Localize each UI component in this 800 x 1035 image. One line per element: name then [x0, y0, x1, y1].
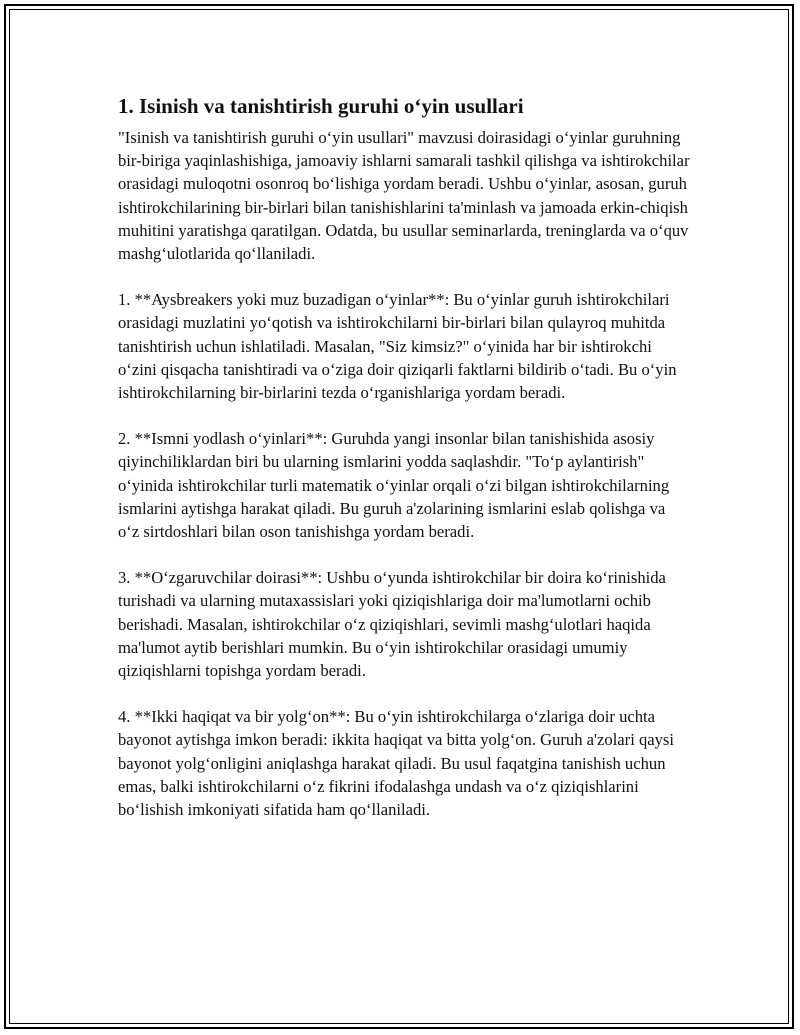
paragraph-circle: 3. **O‘zgaruvchilar doirasi**: Ushbu o‘yunda ishtirokchilar bir doira ko‘rinishida turishadi va ularning mutaxassislari yoki qiziqishlariga doir ma'lumotlarni ochib berishadi. Masalan, ishtirokchilar o‘z qiziqishlari, sevimli mashg‘ulotlari haqida ma'lumot aytib berishlari mumkin. Bu o‘yin ishtirokchilar orasidagi umumiy qiziqishlarni topishga yordam beradi.	[118, 568, 666, 681]
paragraph-icebreakers: 1. **Aysbreakers yoki muz buzadigan o‘yinlar**: Bu o‘yinlar guruh ishtirokchilari orasidagi muzlatini yo‘qotish va ishtirokchilarni bir-birlari bilan qulayroq muhitda tanishtirish uchun ishlatiladi. Masalan, "Siz kimsiz?" o‘yinida har bir ishtirokchi o‘zini qisqacha tanishtiradi va o‘ziga doir qiziqarli faktlarni bildirib o‘tadi. Bu o‘yin ishtirokchilarning bir-birlarini tezda o‘rganishlariga yordam beradi.	[118, 290, 677, 403]
paragraph-two-truths: 4. **Ikki haqiqat va bir yolg‘on**: Bu o‘yin ishtirokchilarga o‘zlariga doir uchta bayonot aytishga imkon beradi: ikkita haqiqat va bitta yolg‘on. Guruh a'zolari qaysi bayonot yolg‘onligini aniqlashga harakat qiladi. Bu usul faqatgina tanishish uchun emas, balki ishtirokchilarni o‘z fikrini ifodalashga undash va o‘z qiziqishlarini bo‘lishish imkoniyati sifatida ham qo‘llaniladi.	[118, 707, 674, 820]
document-body	[118, 92, 690, 844]
paragraph-name-games: 2. **Ismni yodlash o‘yinlari**: Guruhda yangi insonlar bilan tanishishida asosiy qiyinchiliklardan biri bu ularning ismlarini yodda saqlashdir. "To‘p aylantirish" o‘yinida ishtirokchilar turli matematik o‘yinlar orqali o‘zi bilgan ishtirokchilarning ismlarini aytishga harakat qiladi. Bu guruh a'zolarining ismlarini eslab qolishga va o‘z sirtdoshlari bilan oson tanishishga yordam beradi.	[118, 429, 670, 542]
intro-paragraph: "Isinish va tanishtirish guruhi o‘yin usullari" mavzusi doirasidagi o‘yinlar guruhning bir-biriga yaqinlashishiga, jamoaviy ishlarni samarali tashkil qilishga va ishtirokchilar orasidagi muloqotni osonroq bo‘lishiga yordam beradi. Ushbu o‘yinlar, asosan, guruh ishtirokchilarining bir-birlari bilan tanishishlarini ta'minlash va jamoada erkin-chiqish muhitini yaratishga qaratilgan. Odatda, bu usullar seminarlarda, treninglarda va o‘quv mashg‘ulotlarida qo‘llaniladi.	[118, 128, 690, 264]
document-title: 1. Isinish va tanishtirish guruhi o‘yin usullari	[118, 94, 524, 118]
